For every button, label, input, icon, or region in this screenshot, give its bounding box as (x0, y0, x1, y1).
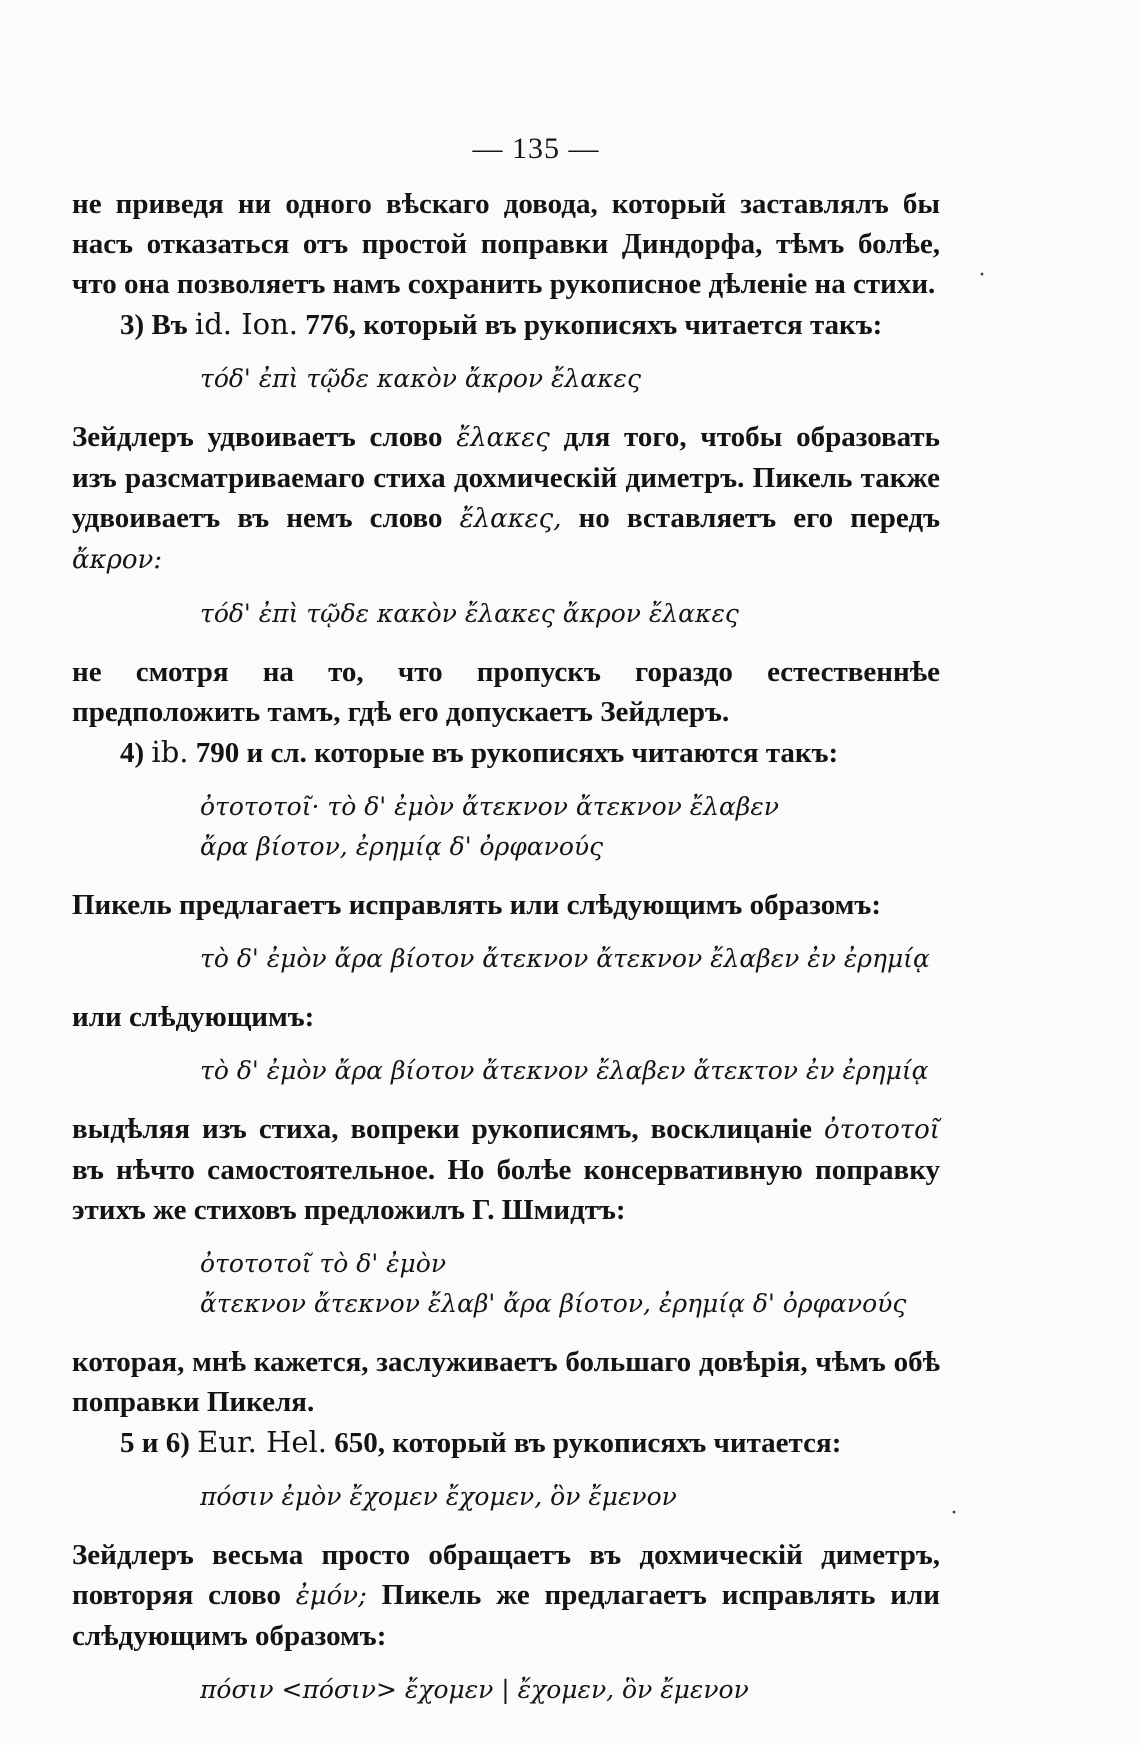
p3-b: для того, чтобы образовать изъ разсматриваемаго стиха дохмическій диметръ. Пикель также удвоиваетъ въ немъ слово (72, 421, 940, 534)
p8-greek-1: ὀτοτοτοῖ (824, 1115, 940, 1145)
page-number: — 135 — (472, 132, 600, 165)
greek-verse-line: ἄτεκνον ἄτεκνον ἔλαβ' ἄρα βίοτον, ἐρημίᾳ δ' ὀρφανούς (200, 1289, 907, 1318)
p3-greek-1: ἔλακες (456, 423, 550, 453)
greek-quote-6 (72, 1244, 940, 1324)
greek-verse-line: ὀτοτοτοῖ τὸ δ' ἐμὸν (200, 1249, 447, 1278)
p8-a: выдѣляя изъ стиха, вопреки рукописямъ, восклицаніе (72, 1113, 825, 1145)
greek-verse-line: τὸ δ' ἐμὸν ἄρα βίοτον ἄτεκνον ἔλαβεν ἄτεκτον ἐν ἐρημίᾳ (200, 1056, 929, 1085)
p10-post: 650, который въ рукописяхъ читается: (327, 1427, 842, 1459)
greek-quote-3 (72, 787, 940, 867)
paragraph-8 (72, 1109, 940, 1230)
paragraph-3 (72, 417, 940, 580)
greek-verse-line: τὸ δ' ἐμὸν ἄρα βίοτον ἄτεκνον ἄτεκνον ἔλαβεν ἐν ἐρημίᾳ (200, 944, 930, 973)
p2-post: 776, который въ рукописяхъ читается такъ: (298, 309, 883, 341)
paragraph-5 (72, 732, 940, 773)
p11-b: Пикель же предлагаетъ исправлять или слѣдующимъ образомъ: (72, 1579, 940, 1652)
paragraph-1: не приведя ни одного вѣскаго довода, который заставлялъ бы насъ отказаться отъ простой поправки Диндорфа, тѣмъ болѣе, что она позволяетъ намъ сохранить рукописное дѣленіе на стихи. (72, 188, 940, 300)
paragraph-2 (72, 304, 940, 345)
p11-a: Зейдлеръ весьма просто обращаетъ въ дохмическій диметръ, повторяя слово (72, 1539, 940, 1611)
paragraph-11 (72, 1535, 940, 1656)
p8-b: въ нѣчто самостоятельное. Но болѣе консервативную поправку этихъ же стиховъ предложилъ Г. Шмидтъ: (72, 1154, 940, 1226)
paragraph-10 (72, 1422, 940, 1463)
paragraph-6: Пикель предлагаетъ исправлять или слѣдующимъ образомъ: (72, 889, 881, 921)
greek-verse-line: τόδ' ἐπὶ τῷδε κακὸν ἄκρον ἔλακες (200, 364, 641, 393)
greek-verse-line: πόσιν ἐμὸν ἔχομεν ἔχομεν, ὃν ἔμενον (200, 1482, 677, 1511)
greek-verse-line: ὀτοτοτοῖ· τὸ δ' ἐμὸν ἄτεκνον ἄτεκνον ἔλαβεν (200, 792, 779, 821)
paragraph-7: или слѣдующимъ: (72, 1001, 315, 1033)
paragraph-9: которая, мнѣ кажется, заслуживаетъ большаго довѣрія, чѣмъ обѣ поправки Пикеля. (72, 1346, 940, 1418)
p10-abbr: Eur. Hel. (197, 1425, 328, 1459)
greek-verse-line: ἄρα βίοτον, ἐρημίᾳ δ' ὀρφανούς (200, 832, 604, 861)
p10-pre: 5 и 6) (120, 1427, 198, 1459)
p5-abbr: ib. (151, 735, 189, 769)
p2-pre: 3) Въ (120, 309, 195, 341)
print-speck-dot: · (978, 262, 986, 288)
p3-greek-3: ἄκρον: (72, 545, 163, 575)
p3-a: Зейдлеръ удвоиваетъ слово (72, 421, 457, 453)
greek-quote-4 (72, 939, 940, 979)
greek-verse-line: τόδ' ἐπὶ τῷδε κακὸν ἔλακες ἄκρον ἔλακες (200, 599, 739, 628)
p5-pre: 4) (120, 737, 152, 769)
print-speck-dot: · (950, 1500, 958, 1526)
p5-post: 790 и сл. которые въ рукописяхъ читаются такъ: (188, 737, 839, 769)
p2-abbr: id. Ion. (194, 307, 299, 341)
greek-quote-1 (72, 359, 940, 399)
p11-greek-1: ἐμόν; (295, 1581, 367, 1611)
greek-verse-line: πόσιν <πόσιν> ἔχομεν | ἔχομεν, ὃν ἔμενον (200, 1675, 749, 1704)
greek-quote-7 (72, 1477, 940, 1517)
paragraph-4: не смотря на то, что пропускъ гораздо естественнѣе предположить тамъ, гдѣ его допускаетъ Зейдлеръ. (72, 656, 940, 728)
greek-quote-2 (72, 594, 940, 634)
p3-c: но вставляетъ его передъ (561, 502, 940, 534)
greek-quote-8 (72, 1670, 940, 1710)
p3-greek-2: ἔλακες, (459, 504, 562, 534)
greek-quote-5 (72, 1051, 940, 1091)
